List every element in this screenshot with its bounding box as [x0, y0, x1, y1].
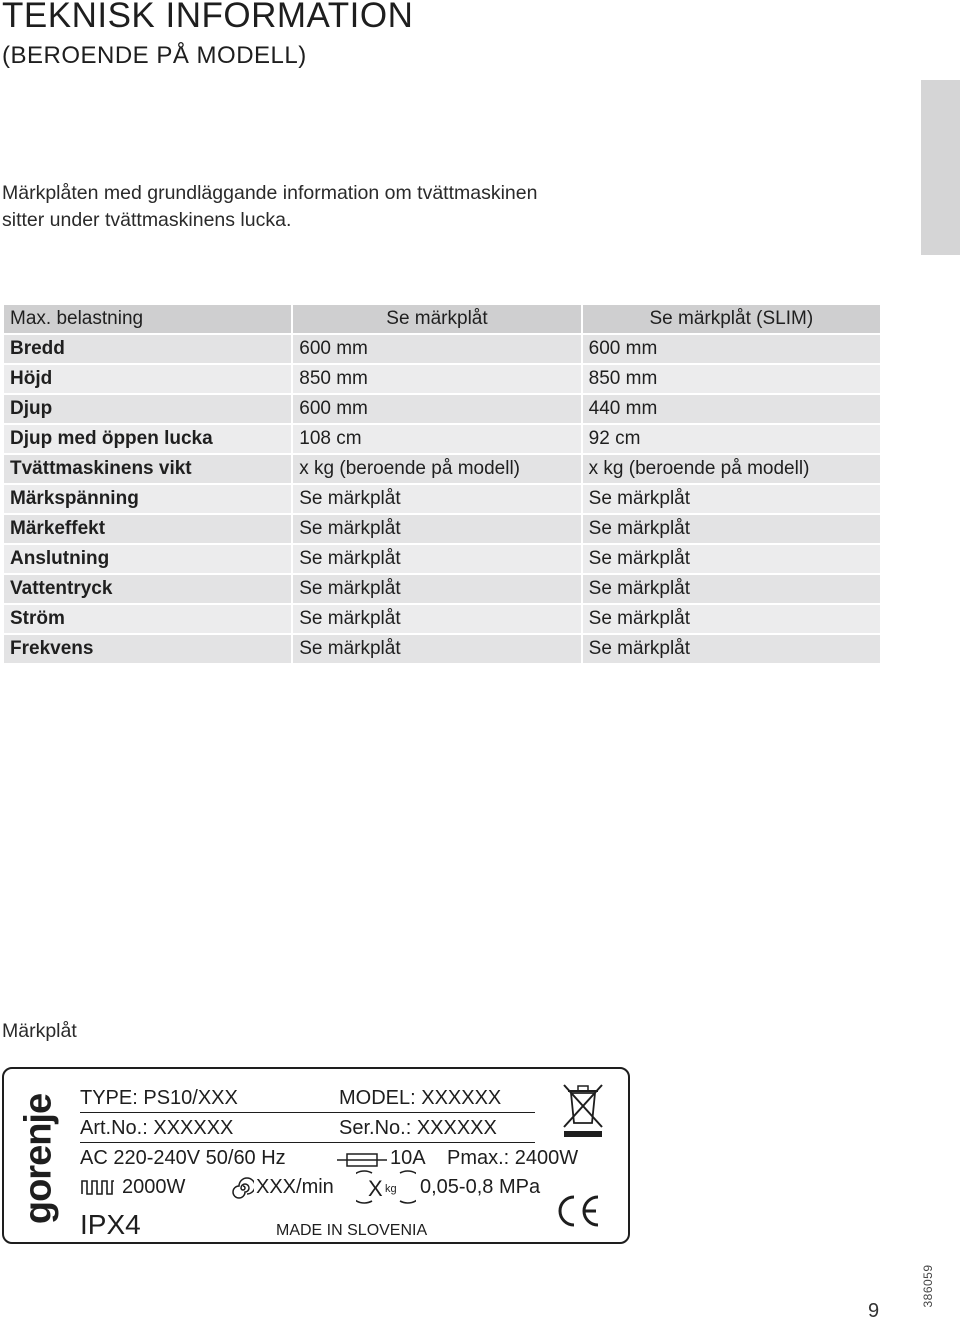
plate-model: MODEL: XXXXXX [339, 1087, 502, 1109]
spec-value-cell: x kg (beroende på modell) [582, 454, 881, 484]
intro-line-1: Märkplåten med grundläggande information om tvättmaskinen [2, 182, 538, 204]
brand-logo-text: gorenje [17, 1093, 60, 1225]
intro-line-2: sitter under tvättmaskinens lucka. [2, 209, 292, 231]
plate-spin-speed: XXX/min [256, 1176, 334, 1198]
ce-mark-icon [554, 1193, 604, 1229]
spec-table-row [3, 604, 881, 634]
document-code-text: 386059 [921, 1264, 935, 1308]
plate-type: TYPE: PS10/XXX [80, 1087, 238, 1109]
header-cell: Se märkplåt (SLIM) [582, 304, 881, 334]
spec-label-cell: Vattentryck [3, 574, 292, 604]
plate-heater-power: 2000W [122, 1176, 186, 1198]
spec-value-cell: Se märkplåt [292, 544, 581, 574]
spec-label-cell: Ström [3, 604, 292, 634]
plate-pmax: Pmax.: 2400W [447, 1147, 579, 1169]
spec-label-cell: Märkeffekt [3, 514, 292, 544]
fuse-icon [337, 1149, 387, 1171]
spec-value-cell: Se märkplåt [292, 514, 581, 544]
plate-weight-unit: kg [385, 1183, 397, 1195]
rating-plate-caption: Märkplåt [2, 1020, 77, 1042]
spec-label-cell: Tvättmaskinens vikt [3, 454, 292, 484]
plate-weight-symbol: X [368, 1176, 383, 1201]
plate-ac-supply: AC 220-240V 50/60 Hz [80, 1147, 286, 1169]
spec-table-row [3, 544, 881, 574]
spec-label-cell: Märkspänning [3, 484, 292, 514]
spec-value-cell: 600 mm [292, 394, 581, 424]
spec-table-row [3, 634, 881, 664]
spec-label-cell: Bredd [3, 334, 292, 364]
spec-value-cell: 92 cm [582, 424, 881, 454]
spec-table-header [3, 304, 881, 334]
spec-value-cell: Se märkplåt [582, 634, 881, 664]
spec-value-cell: Se märkplåt [582, 544, 881, 574]
spec-value-cell: 108 cm [292, 424, 581, 454]
plate-water-pressure: 0,05-0,8 MPa [420, 1176, 541, 1198]
spec-value-cell: 850 mm [582, 364, 881, 394]
side-tab-marker [921, 80, 960, 255]
spec-value-cell: Se märkplåt [292, 634, 581, 664]
page-subtitle: (BEROENDE PÅ MODELL) [2, 42, 307, 69]
rating-plate [2, 1067, 630, 1244]
spec-table-row [3, 484, 881, 514]
page-number: 9 [868, 1300, 880, 1322]
spec-table-row [3, 574, 881, 604]
plate-art-no: Art.No.: XXXXXX [80, 1117, 234, 1139]
intro-text [2, 180, 682, 234]
spec-label-cell: Anslutning [3, 544, 292, 574]
spec-table-row [3, 514, 881, 544]
spec-value-cell: Se märkplåt [582, 514, 881, 544]
spec-value-cell: 600 mm [582, 334, 881, 364]
heater-icon [80, 1177, 116, 1197]
spec-table-row [3, 454, 881, 484]
spec-table-row [3, 364, 881, 394]
header-cell: Max. belastning [3, 304, 292, 334]
spec-table-row [3, 334, 881, 364]
weee-bin-icon [560, 1079, 606, 1139]
spec-value-cell: x kg (beroende på modell) [292, 454, 581, 484]
spec-value-cell: Se märkplåt [582, 484, 881, 514]
plate-ip-rating: IPX4 [80, 1209, 141, 1240]
plate-underline [80, 1112, 535, 1113]
spec-table [2, 303, 882, 665]
spec-table-row [3, 394, 881, 424]
spec-label-cell: Djup med öppen lucka [3, 424, 292, 454]
spec-table-row [3, 424, 881, 454]
spec-value-cell: Se märkplåt [292, 484, 581, 514]
plate-ser-no: Ser.No.: XXXXXX [339, 1117, 497, 1139]
spec-label-cell: Djup [3, 394, 292, 424]
plate-underline [80, 1142, 535, 1143]
spec-label-cell: Frekvens [3, 634, 292, 664]
plate-made-in: MADE IN SLOVENIA [276, 1222, 428, 1239]
spin-icon [232, 1177, 254, 1199]
spec-value-cell: 600 mm [292, 334, 581, 364]
spec-value-cell: Se märkplåt [582, 574, 881, 604]
spec-value-cell: Se märkplåt [292, 574, 581, 604]
spec-value-cell: 850 mm [292, 364, 581, 394]
spec-value-cell: Se märkplåt [582, 604, 881, 634]
header-cell: Se märkplåt [292, 304, 581, 334]
spec-value-cell: Se märkplåt [292, 604, 581, 634]
spec-value-cell: 440 mm [582, 394, 881, 424]
page-title: TEKNISK INFORMATION [2, 0, 414, 35]
plate-fuse: 10A [390, 1147, 426, 1169]
spec-label-cell: Höjd [3, 364, 292, 394]
